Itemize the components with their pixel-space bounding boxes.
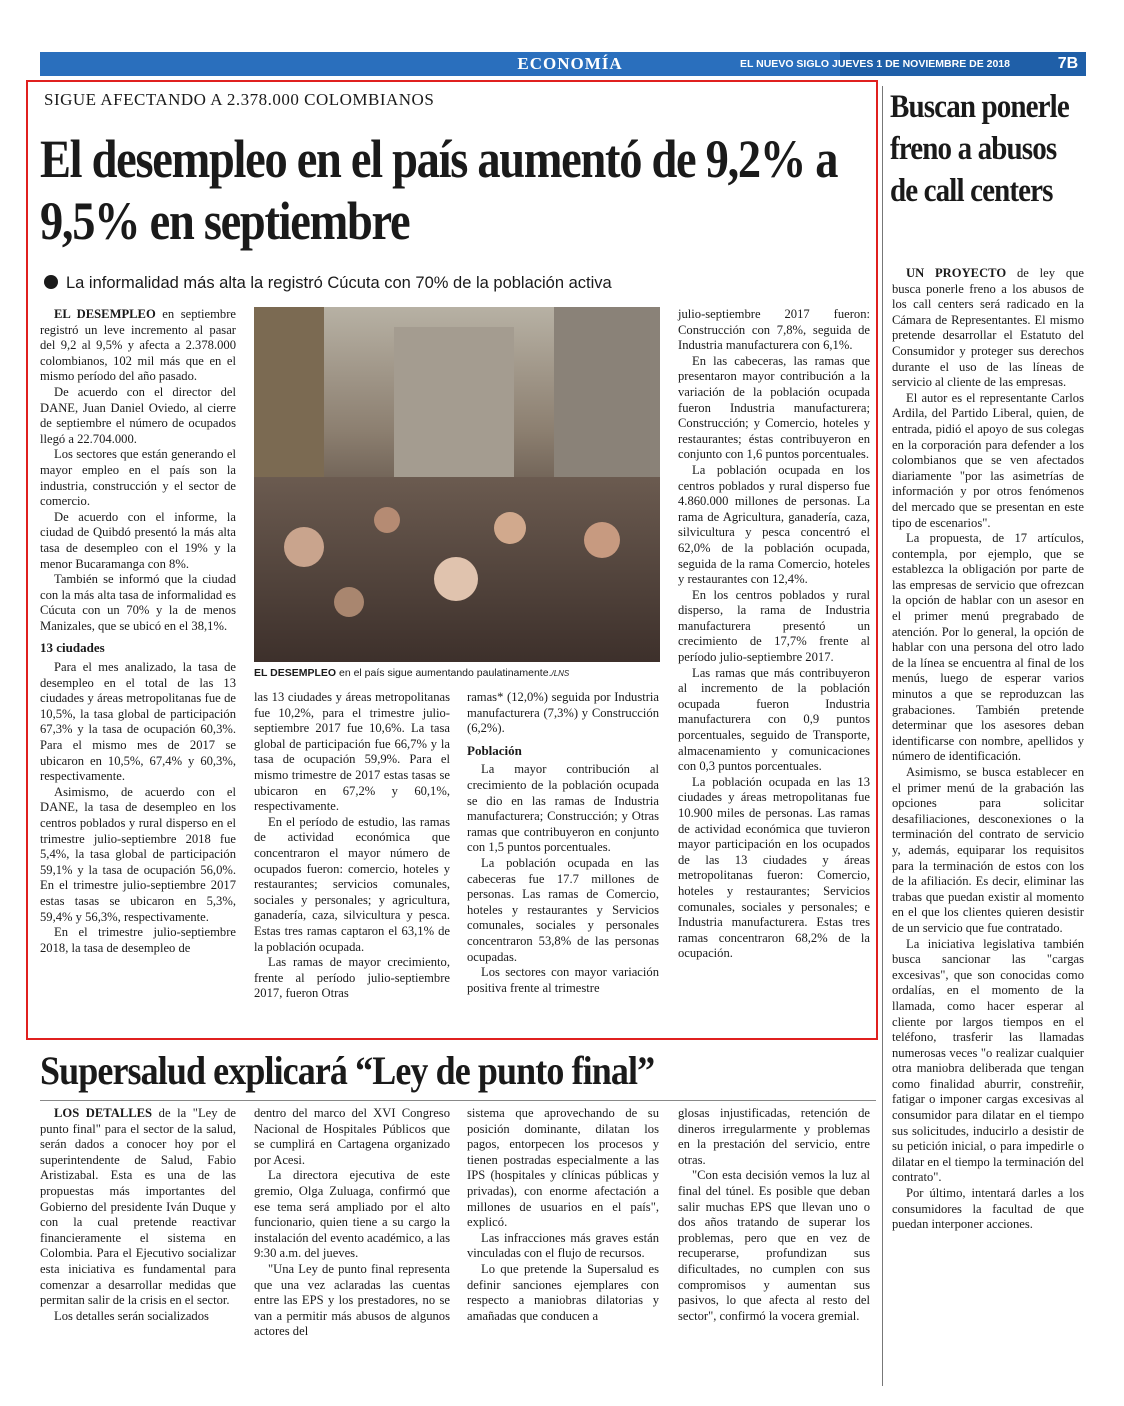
paragraph: La población ocupada en las 13 ciudades y áreas metropolitanas fue 10.900 miles de personas. Las ramas de actividad económica que tuvieron mayor participación en los ocupados de las 13 ciudades y áreas metropolitanas fueron: Comercio, hoteles y restaurantes; Servicios comunales, sociales y personales; e Industria manufacturera. Estas tres ramas concentraron 68,2% de la ocupación. (678, 774, 870, 961)
photo-figure (284, 527, 324, 567)
lead-words: LOS DETALLES (54, 1106, 153, 1120)
lead-words: UN PROYECTO (906, 266, 1007, 280)
paragraph: La propuesta, de 17 artículos, contempla, por ejemplo, que se establezca la obligación por parte de las empresas de servicio que ofrezcan la opción de hablar con un asesor en el primer menú pregrabado de atención. Por lo general, la opción de hablar con una persona del otro lado de la línea se encuentra al final de los menús, luego de esperar varios minutos a que se reproduzcan las grabaciones. También pretende determinar que los asesores deban identificarse con nombre, apellidos y número de identificación. (892, 531, 1084, 764)
paragraph: Para el mes analizado, la tasa de desempleo en el total de las 13 ciudades y áreas metropolitanas fue de 10,5%, la tasa global de participación 67,3% y la tasa de ocupación 60,3%. Para el mismo mes de 2017 se ubicaron en 10,5%, 67,4% y 60,3%, respectivamente. (40, 660, 236, 784)
lead-words: EL DESEMPLEO (54, 307, 156, 321)
paragraph: Las infracciones más graves están vinculadas con el flujo de recursos. (467, 1230, 659, 1261)
paragraph: julio-septiembre 2017 fueron: Construcción con 7,8%, seguida de Industria manufacturera con 6,1%. (678, 307, 870, 353)
paragraph: glosas injustificadas, retención de dineros irregularmente y problemas en la prestación del servicio, entre otras. (678, 1106, 870, 1167)
photo-figure (334, 587, 364, 617)
paragraph: La población ocupada en las cabeceras fue 17.7 millones de personas. Las ramas de Comercio, hoteles y restaurantes y Servicios comunales, sociales y personales concentraron 53,8% de las personas ocupadas. (467, 855, 659, 964)
article-headline: El desempleo en el país aumentó de 9,2% a 9,5% en septiembre (40, 129, 838, 251)
main-col-1 (40, 307, 236, 956)
bottom-col-2 (254, 1106, 450, 1340)
paragraph: En el trimestre julio-septiembre 2018, la tasa de desempleo de (40, 925, 236, 955)
paragraph: Los sectores que están generando el mayor empleo en el país son la industria, construcción y el sector de comercio. (40, 447, 236, 509)
photo-caption: EL DESEMPLEO en el país sigue aumentando paulatinamente./LNS (254, 667, 570, 679)
bottom-col-4 (678, 1106, 870, 1324)
column-rule (882, 86, 883, 1386)
paragraph: La mayor contribución al crecimiento de la población ocupada se dio en las ramas de Industria manufacturera; Construcción; y Otras ramas que contribuyeron en conjunto con 1,5 puntos porcentuales. (467, 762, 659, 855)
side-article-body (892, 266, 1084, 1233)
subheading: Población (467, 742, 522, 758)
paragraph: La iniciativa legislativa también busca sancionar las "cargas excesivas", que son conocidas como ordalías, en el momento de la llamada, como hacer esperar al cliente por largos tiempos en el teléfono, trasferir las llamadas numerosas veces "o realizar cualquier otra maniobra deliberada que tengan como finalidad aburrir, constreñir, fatigar o imponer cargas excesivas al consumidor para dilatar en el tiempo sus solicitudes, inducirlo a desistir de su petición inicial, o para impedirle o dilatar en el tiempo la terminación del contrato". (892, 936, 1084, 1185)
photo-figure (434, 557, 478, 601)
paragraph: En las cabeceras, las ramas que presentaron mayor contribución a la variación de la población ocupada fueron Industria manufacturera; Construcción; y Comercio, hoteles y restaurantes; éstas contribuyeron en conjunto con 1,6 puntos porcentuales. (678, 353, 870, 462)
crowd-photo (254, 307, 660, 662)
paragraph: De acuerdo con el informe, la ciudad de Quibdó presentó la más alta tasa de desempleo con el 19% y la menor Bucaramanga con 8%. (40, 509, 236, 571)
paragraph: En los centros poblados y rural disperso, la rama de Industria manufacturera presentó un crecimiento de 17,7% frente al período julio-septiembre 2017. (678, 587, 870, 665)
photo-figure (584, 522, 620, 558)
paragraph: las 13 ciudades y áreas metropolitanas fue 10,2%, para el trimestre julio-septiembre 2017 fue 10,6%. La tasa global de participación fue 66,7% y la tasa de ocupación 59,9%. Para el mismo trimestre de 2017 estas tasas se ubicaron en 67,2% y 60,1%, respectivamente. (254, 690, 450, 814)
paper-date: EL NUEVO SIGLO JUEVES 1 DE NOVIEMBRE DE 2018 (740, 58, 1010, 70)
photo-credit: /LNS (551, 669, 570, 678)
paragraph: Asimismo, se busca establecer en el primer menú de la grabación las opciones para solicitar desafiliaciones, desconexiones o la terminación del contrato de servicio y, además, equiparar los requisitos para la terminación de estos con los de la afiliación. Es decir, eliminar las trabas que puedan existir al momento en el que los clientes quieren desistir de un servicio que fue contratado. (892, 765, 1084, 935)
paragraph: UN PROYECTO de ley que busca ponerle freno a los abusos de los call centers será radicado en la Cámara de Representantes. El mismo pretende desarrollar el Estatuto del Consumidor y proteger sus derechos durante el uso de las líneas de servicio al cliente de las empresas. (892, 266, 1084, 390)
paragraph: En el período de estudio, las ramas de actividad económica que concentraron el mayor número de ocupados fueron: comercio, hoteles y restaurantes; servicios comunales, sociales y personales; y agricultura, ganadería, caza, silvicultura y pesca. Estas tres ramas captaron el 63,1% de la población ocupada. (254, 814, 450, 954)
subheading: 13 ciudades (40, 640, 105, 656)
bottom-headline: Supersalud explicará “Ley de punto final” (40, 1048, 655, 1093)
paragraph: La directora ejecutiva de este gremio, Olga Zuluaga, confirmó que ese tema será ampliado por el alto funcionario, quien tiene a su cargo la instalación del evento académico, a las 9:30 a.m. del jueves. (254, 1168, 450, 1261)
bottom-col-1 (40, 1106, 236, 1324)
paragraph: La población ocupada en los centros poblados y rural disperso fue 4.860.000 millones de personas. La rama de Agricultura, ganadería, caza, silvicultura y pesca concentró el 62,0% de la población ocupada, seguida de la rama Comercio, hoteles y restaurantes con 12,4%. (678, 462, 870, 587)
paragraph: LOS DETALLES de la "Ley de punto final" para el sector de la salud, serán dados a conocer hoy por el superintendente de Salud, Fabio Aristizabal. Esta es una de las propuestas más importantes del Gobierno del presidente Iván Duque y con la cual pretende reactivar financieramente el sistema en Colombia. Para el Ejecutivo socializar esta iniciativa es fundamental para comenzar a desarrollar medidas que permitan salir de la crisis en el sector. (40, 1106, 237, 1308)
bottom-col-3 (467, 1106, 659, 1324)
paragraph: Los sectores con mayor variación positiva frente al trimestre (467, 965, 659, 995)
section-bar-left (40, 52, 840, 76)
paragraph: "Una Ley de punto final representa que una vez aclaradas las cuentas entre las EPS y los prestadores, no se van a permitir más abusos de algunos actores del (254, 1261, 450, 1339)
paragraph: Asimismo, de acuerdo con el DANE, la tasa de desempleo en los centros poblados y rural disperso en el trimestre julio-septiembre 2018 fue 5,4%, la tasa global de participación 59,1% y la tasa de ocupación 56,0%. En el trimestre julio-septiembre 2017 estas tasas se ubicaron en 5,3%, 59,4% y 56,3%, respectivamente. (40, 784, 236, 924)
article-kicker: SIGUE AFECTANDO A 2.378.000 COLOMBIANOS (44, 90, 435, 109)
paragraph: sistema que aprovechando de su posición dominante, dilatan los pagos, entorpecen los procesos y tienen postradas especialmente a las IPS (hospitales y clínicas públicas y privadas), con enorme afectación a millones de usuarios en el país", explicó. (467, 1106, 659, 1230)
paragraph: EL DESEMPLEO en septiembre registró un leve incremento al pasar del 9,2 al 9,5% y afecta a 2.378.000 colombianos, 102 mil más que en el mismo período del año pasado. (40, 307, 237, 384)
section-name: ECONOMÍA (517, 54, 623, 73)
photo-building (394, 327, 514, 477)
paragraph: Lo que pretende la Supersalud es definir sanciones ejemplares con respecto a maniobras dilatorias y amañadas que conducen a (467, 1261, 659, 1323)
photo-figure (374, 507, 400, 533)
subhead-text: La informalidad más alta la registró Cúcuta con 70% de la población activa (66, 274, 612, 292)
paragraph: También se informó que la ciudad con la más alta tasa de informalidad es Cúcuta con un 70% y la de menos Manizales, que se ubicó en el 38,1%. (40, 572, 236, 633)
paragraph: "Con esta decisión vemos la luz al final del túnel. Es posible que deban salir muchas EPS que llevan uno o dos años tratando de superar los problemas, pero que en vez de recuperarse, profundizan sus dificultades, no cumplen con sus compromisos y aumentan sus pasivos, lo que afecta al resto del sector", confirmó la vocera gremial. (678, 1168, 870, 1323)
main-col-3 (467, 690, 659, 996)
bullet-icon (44, 275, 58, 289)
page-number: 7B (1057, 55, 1079, 72)
paragraph: dentro del marco del XVI Congreso Nacional de Hospitales Públicos que se cumplirá en Cartagena organizado por Acesi. (254, 1106, 450, 1167)
main-col-2 (254, 690, 450, 1002)
side-headline: Buscan ponerle freno a abusos de call centers (890, 89, 1069, 209)
paragraph: Por último, intentará darles a los consumidores la facultad de que puedan interponer acciones. (892, 1186, 1084, 1232)
paragraph: Los detalles serán socializados (54, 1308, 209, 1323)
paragraph: De acuerdo con el director del DANE, Juan Daniel Oviedo, al cierre de septiembre el número de ocupados llegó a 22.704.000. (40, 384, 236, 446)
photo-figure (494, 512, 526, 544)
paragraph: ramas* (12,0%) seguida por Industria manufacturera (7,3%) y Construcción (6,2%). (467, 690, 659, 736)
paragraph: Las ramas que más contribuyeron al incremento de la población ocupada fueron Industria manufacturera con 0,9 puntos porcentuales, seguido de Transporte, almacenamiento y comunicaciones con 0,3 puntos porcentuales. (678, 665, 870, 774)
article-subhead (44, 272, 864, 294)
paragraph: Las ramas de mayor crecimiento, frente al período julio-septiembre 2017, fueron Otras (254, 955, 450, 1001)
headline-rule (40, 1100, 876, 1101)
main-col-4 (678, 307, 870, 962)
paragraph: El autor es el representante Carlos Ardila, del Partido Liberal, quien, de entrada, pidió el apoyo de sus colegas en la corporación para defender a los colombianos que se ven afectados diariamente "por las asimetrías de información y por otros fenómenos del mercado que se presentan en este tipo de escenarios". (892, 390, 1084, 530)
